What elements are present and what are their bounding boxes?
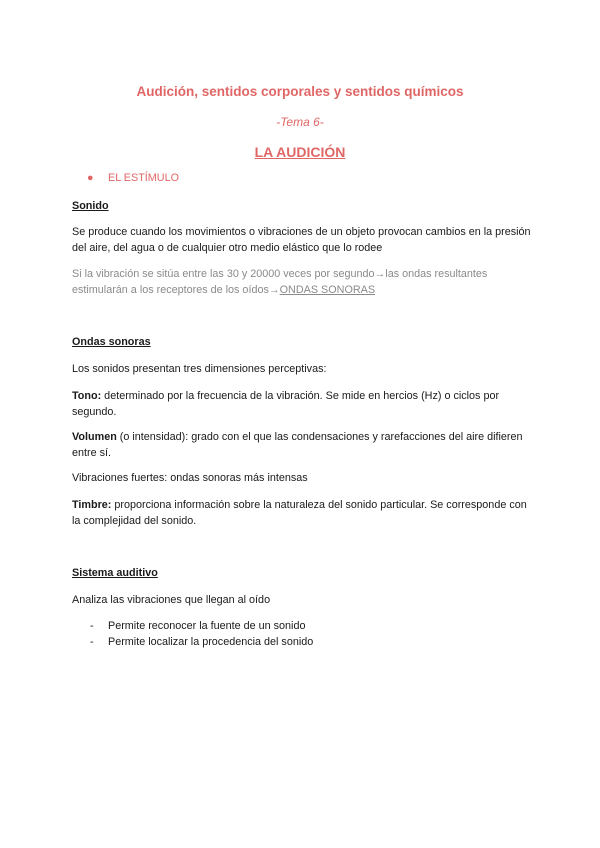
- timbre-label: Timbre:: [72, 499, 112, 511]
- paragraph-sonido: Se produce cuando los movimientos o vibraciones de un objeto provocan cambios en la presión del aire, del agua o de cualquier otro medio elástico que lo rodee: [72, 226, 531, 254]
- tono-label: Tono:: [72, 390, 102, 402]
- timbre-text: proporciona información sobre la naturaleza del sonido particular. Se corresponde con la complejidad del sonido.: [72, 499, 527, 527]
- main-title: Audición, sentidos corporales y sentidos químicos: [136, 84, 464, 99]
- list-item-text: Permite localizar la procedencia del sonido: [108, 636, 314, 648]
- dash-marker: -: [90, 636, 94, 648]
- heading-sistema-auditivo: Sistema auditivo: [72, 567, 158, 579]
- section-title: LA AUDICIÓN: [254, 144, 346, 160]
- paragraph-tono: [72, 389, 532, 420]
- heading-ondas-sonoras: Ondas sonoras: [72, 336, 151, 348]
- volumen-text: (o intensidad): grado con el que las condensaciones y rarefacciones del aire difieren entre sí.: [72, 431, 523, 459]
- note-vibracion: [72, 267, 532, 298]
- paragraph-timbre: [72, 498, 532, 529]
- subtitle: -Tema 6-: [276, 115, 324, 129]
- volumen-label: Volumen: [72, 431, 117, 443]
- note-text: Si la vibración se sitúa entre las 30 y 20000 veces por segundo→las ondas resultantes estimularán a los receptores de los oídos→: [72, 268, 488, 296]
- bullet-label: EL ESTÍMULO: [108, 172, 179, 184]
- heading-sonido: Sonido: [72, 200, 109, 212]
- paragraph-volumen: [72, 430, 532, 461]
- list-item-text: Permite reconocer la fuente de un sonido: [108, 620, 306, 632]
- tono-text: determinado por la frecuencia de la vibración. Se mide en hercios (Hz) o ciclos por segundo.: [72, 390, 500, 418]
- ondas-sonoras-link[interactable]: ONDAS SONORAS: [279, 283, 376, 296]
- paragraph-dimensiones: Los sonidos presentan tres dimensiones perceptivas:: [72, 363, 327, 375]
- bullet-icon: ●: [87, 172, 94, 184]
- paragraph-sistema: Analiza las vibraciones que llegan al oído: [72, 594, 271, 606]
- paragraph-vibraciones: Vibraciones fuertes: ondas sonoras más intensas: [72, 472, 308, 484]
- dash-marker: -: [90, 620, 94, 632]
